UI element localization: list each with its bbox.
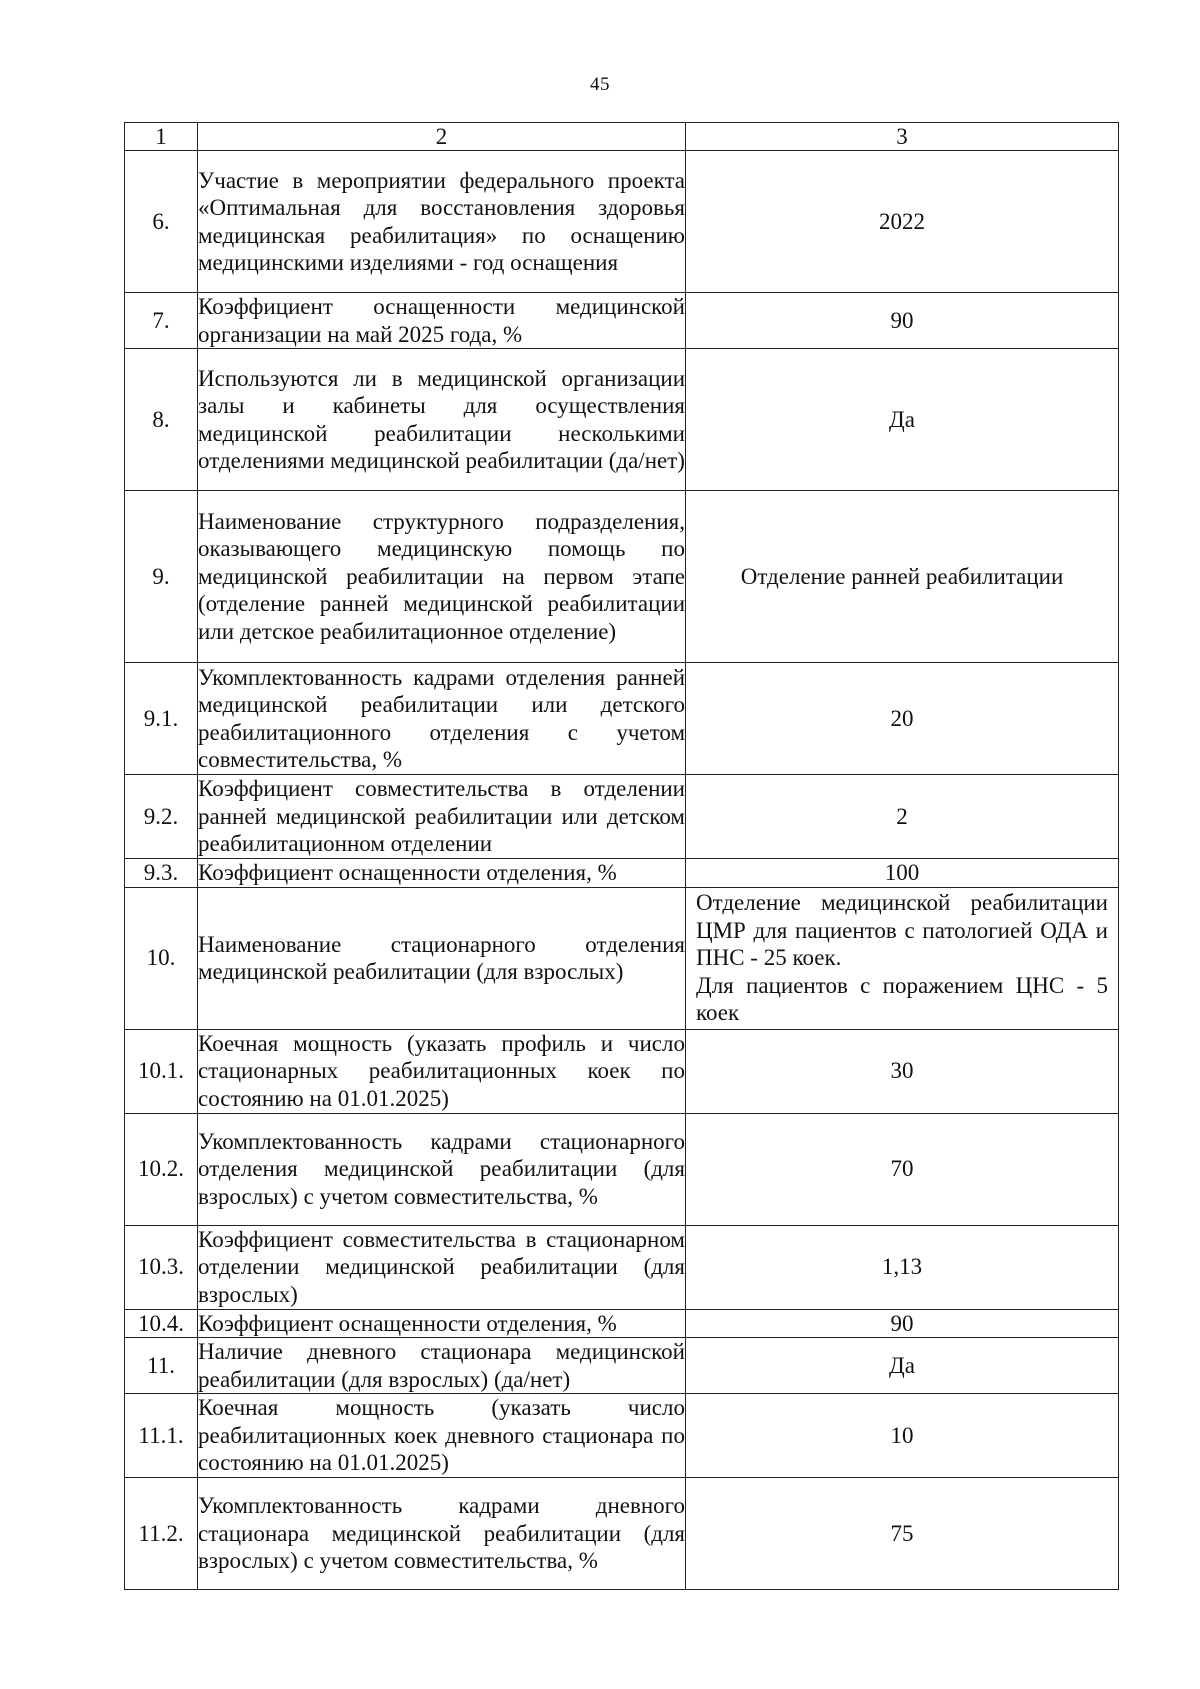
row-number: 6.: [125, 151, 198, 293]
row-number: 8.: [125, 349, 198, 491]
row-indicator: Наличие дневного стационара медицинской реабилитации (для взрослых) (да/нет): [198, 1339, 685, 1392]
row-indicator: Используются ли в медицинской организации залы и кабинеты для осуществления медицинской реабилитации несколькими отделениями медицинской реабилитации (да/нет): [198, 349, 686, 491]
row-value: 30: [686, 1029, 1119, 1113]
table-row: [125, 1338, 1119, 1394]
row-value: 20: [686, 663, 1119, 775]
row-number: 10.: [125, 887, 198, 1029]
page-number: 45: [590, 74, 610, 95]
table-row: [125, 293, 1119, 349]
row-number: 10.2.: [125, 1113, 198, 1225]
row-number: 9.: [125, 491, 198, 663]
row-value: [686, 887, 1119, 1029]
row-indicator: Коэффициент совместительства в стационарном отделении медицинской реабилитации (для взрослых): [198, 1225, 686, 1309]
row-number: 10.1.: [125, 1029, 198, 1113]
row-value: 70: [686, 1113, 1119, 1225]
row-value: 100: [686, 859, 1119, 888]
table-row: [125, 1225, 1119, 1309]
row-indicator: Коэффициент оснащенности отделения, %: [198, 1309, 686, 1338]
row-value: Да: [686, 349, 1119, 491]
column-header-value: 3: [686, 123, 1119, 151]
table-row: [125, 775, 1119, 859]
row-value: 1,13: [686, 1225, 1119, 1309]
column-header-number: 1: [125, 123, 198, 151]
table-row: [125, 859, 1119, 888]
row-number: 10.4.: [125, 1309, 198, 1338]
row-value-line-1: Отделение медицинской реабилитации ЦМР для пациентов с патологией ОДА и ПНС - 25 коек.: [696, 890, 1108, 971]
row-indicator: Укомплектованность кадрами дневного стационара медицинской реабилитации (для взрослых) с учетом совместительства, %: [198, 1478, 686, 1590]
row-value: Да: [686, 1338, 1119, 1394]
row-value: Отделение ранней реабилитации: [686, 491, 1119, 663]
row-indicator: Коечная мощность (указать число реабилитационных коек дневного стационара по состоянию на 01.01.2025): [198, 1394, 686, 1478]
row-number: 11.: [125, 1338, 198, 1394]
table-row: [125, 887, 1119, 1029]
row-indicator: Коэффициент совместительства в отделении ранней медицинской реабилитации или детском реабилитационном отделении: [198, 775, 686, 859]
table-row: [125, 663, 1119, 775]
row-indicator: Наименование стационарного отделения медицинской реабилитации (для взрослых): [198, 887, 686, 1029]
row-number: 7.: [125, 293, 198, 349]
row-indicator: Участие в мероприятии федерального проекта «Оптимальная для восстановления здоровья медицинская реабилитация» по оснащению медицинскими изделиями - год оснащения: [198, 151, 686, 293]
table-row: [125, 151, 1119, 293]
row-indicator: Коэффициент оснащенности отделения, %: [198, 859, 686, 888]
row-number: 11.2.: [125, 1478, 198, 1590]
row-number: 10.3.: [125, 1225, 198, 1309]
table-row: [125, 1113, 1119, 1225]
row-number: 9.3.: [125, 859, 198, 888]
row-indicator: Наименование структурного подразделения, оказывающего медицинскую помощь по медицинской реабилитации на первом этапе (отделение ранней медицинской реабилитации или детское реабилитационное отделение): [198, 491, 686, 663]
row-indicator: Коечная мощность (указать профиль и число стационарных реабилитационных коек по состоянию на 01.01.2025): [198, 1029, 686, 1113]
row-number: 9.2.: [125, 775, 198, 859]
row-indicator: Укомплектованность кадрами отделения ранней медицинской реабилитации или детского реабилитационного отделения с учетом совместительства, %: [198, 663, 686, 775]
column-header-indicator: 2: [198, 123, 686, 151]
table-row: [125, 349, 1119, 491]
row-value: 10: [686, 1394, 1119, 1478]
table-header-row: [125, 123, 1119, 151]
table-row: [125, 1309, 1119, 1338]
table-row: [125, 1394, 1119, 1478]
row-indicator: Укомплектованность кадрами стационарного отделения медицинской реабилитации (для взрослых) с учетом совместительства, %: [198, 1113, 686, 1225]
row-value: 90: [686, 1309, 1119, 1338]
table-row: [125, 491, 1119, 663]
table-row: [125, 1029, 1119, 1113]
indicators-table: [124, 122, 1119, 1590]
row-number: 9.1.: [125, 663, 198, 775]
row-value-line-2: Для пациентов с поражением ЦНС - 5 коек: [696, 972, 1108, 1026]
row-indicator: Коэффициент оснащенности медицинской организации на май 2025 года, %: [198, 294, 685, 347]
row-value: 90: [686, 293, 1119, 349]
row-value: 75: [686, 1478, 1119, 1590]
row-value: 2: [686, 775, 1119, 859]
row-number: 11.1.: [125, 1394, 198, 1478]
table-row: [125, 1478, 1119, 1590]
row-value: 2022: [686, 151, 1119, 293]
